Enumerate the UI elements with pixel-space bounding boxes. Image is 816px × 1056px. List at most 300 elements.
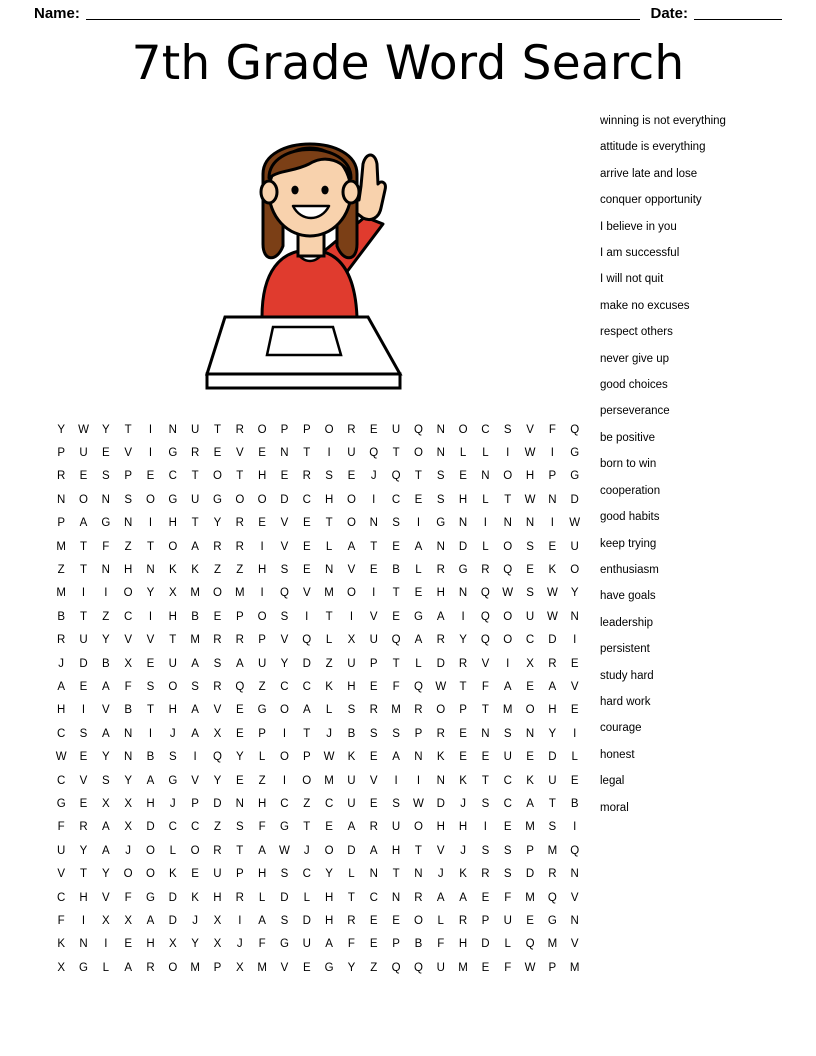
grid-letter: S — [347, 704, 356, 717]
grid-letter: O — [146, 493, 155, 506]
grid-letter: C — [525, 634, 535, 647]
grid-letter: Y — [548, 727, 557, 740]
grid-letter: D — [302, 914, 311, 927]
word-list-item: courage — [600, 722, 642, 735]
grid-letter: R — [235, 517, 244, 530]
grid-letter: U — [190, 493, 200, 506]
grid-letter: Q — [235, 680, 245, 693]
grid-letter: N — [123, 727, 133, 740]
grid-letter: N — [79, 938, 88, 951]
grid-letter: R — [436, 634, 445, 647]
grid-letter: I — [305, 610, 309, 623]
grid-letter: T — [303, 727, 311, 740]
grid-letter: A — [369, 844, 378, 857]
grid-letter: N — [168, 423, 177, 436]
grid-letter: I — [394, 774, 398, 787]
grid-letter: H — [324, 891, 334, 904]
grid-letter: K — [436, 751, 445, 764]
grid-letter: Y — [79, 844, 88, 857]
grid-letter: O — [79, 493, 88, 506]
grid-row — [50, 909, 586, 932]
grid-letter: E — [146, 657, 155, 670]
grid-letter: E — [503, 821, 512, 834]
grid-letter: T — [325, 610, 333, 623]
grid-letter: A — [101, 844, 110, 857]
grid-letter: T — [79, 564, 87, 577]
grid-letter: D — [213, 797, 222, 810]
grid-letter: T — [236, 470, 244, 483]
grid-letter: T — [504, 493, 512, 506]
grid-letter: Y — [101, 634, 110, 647]
grid-letter: W — [435, 680, 447, 693]
grid-letter: M — [324, 587, 334, 600]
grid-letter: F — [102, 540, 110, 553]
grid-letter: Q — [391, 961, 401, 974]
grid-letter: Q — [369, 447, 379, 460]
grid-letter: S — [526, 540, 534, 553]
grid-letter: B — [146, 751, 155, 764]
grid-letter: D — [168, 891, 177, 904]
grid-letter: W — [279, 844, 290, 857]
grid-letter: R — [347, 423, 356, 436]
grid-letter: H — [436, 821, 445, 834]
grid-letter: B — [57, 610, 65, 623]
grid-letter: B — [392, 564, 400, 577]
grid-letter: X — [124, 821, 132, 834]
grid-letter: K — [526, 774, 534, 787]
grid-letter: K — [459, 774, 467, 787]
grid-letter: V — [57, 868, 65, 881]
grid-letter: P — [235, 868, 244, 881]
word-list-item: perseverance — [600, 405, 670, 418]
grid-letter: O — [346, 517, 356, 530]
grid-letter: O — [324, 423, 334, 436]
grid-letter: N — [146, 564, 155, 577]
grid-letter: P — [258, 634, 266, 647]
grid-letter: N — [436, 540, 445, 553]
grid-letter: A — [191, 657, 199, 670]
grid-letter: C — [57, 774, 66, 787]
grid-letter: O — [324, 844, 334, 857]
grid-letter: F — [392, 680, 400, 693]
grid-letter: Q — [413, 961, 423, 974]
grid-letter: N — [570, 914, 579, 927]
name-date-header — [0, 0, 816, 26]
word-list-item: good habits — [600, 511, 660, 524]
grid-letter: L — [459, 447, 467, 460]
grid-letter: S — [235, 821, 244, 834]
grid-letter: G — [168, 447, 178, 460]
grid-letter: O — [146, 844, 155, 857]
grid-letter: E — [302, 517, 311, 530]
grid-row — [50, 535, 586, 558]
grid-letter: E — [369, 564, 378, 577]
grid-letter: L — [437, 914, 444, 927]
grid-letter: W — [502, 587, 514, 600]
grid-letter: O — [570, 564, 580, 577]
grid-letter: G — [547, 914, 557, 927]
grid-letter: T — [459, 680, 467, 693]
grid-letter: O — [279, 704, 289, 717]
grid-letter: E — [369, 914, 378, 927]
grid-letter: E — [79, 797, 88, 810]
grid-letter: T — [79, 610, 87, 623]
grid-letter: M — [569, 961, 580, 974]
grid-letter: I — [372, 493, 376, 506]
grid-letter: A — [414, 540, 423, 553]
grid-letter: T — [191, 517, 199, 530]
grid-letter: N — [123, 751, 133, 764]
grid-letter: J — [125, 844, 132, 857]
grid-letter: R — [213, 540, 222, 553]
grid-letter: H — [213, 891, 222, 904]
grid-letter: E — [526, 564, 534, 577]
grid-letter: R — [414, 704, 423, 717]
grid-letter: A — [101, 680, 110, 693]
grid-letter: J — [370, 470, 377, 483]
grid-letter: H — [324, 493, 334, 506]
grid-letter: O — [212, 587, 222, 600]
grid-row — [50, 582, 586, 605]
grid-letter: W — [412, 797, 424, 810]
grid-letter: E — [235, 774, 244, 787]
grid-letter: I — [483, 517, 487, 530]
grid-letter: F — [481, 680, 489, 693]
word-list-item: born to win — [600, 458, 657, 471]
grid-letter: D — [570, 493, 579, 506]
grid-letter: H — [548, 704, 557, 717]
grid-letter: E — [392, 914, 400, 927]
grid-letter: T — [303, 821, 311, 834]
word-list-item: conquer opportunity — [600, 194, 702, 207]
grid-letter: A — [57, 680, 65, 693]
grid-letter: P — [414, 727, 423, 740]
grid-row — [50, 441, 586, 464]
word-list-item: moral — [600, 801, 629, 814]
grid-letter: I — [148, 727, 153, 740]
grid-letter: I — [506, 657, 510, 670]
grid-letter: M — [547, 844, 558, 857]
grid-letter: U — [57, 844, 66, 857]
grid-letter: W — [524, 447, 536, 460]
grid-letter: A — [146, 914, 155, 927]
grid-letter: I — [148, 517, 153, 530]
grid-letter: L — [169, 844, 176, 857]
grid-letter: S — [481, 797, 490, 810]
grid-letter: P — [57, 447, 65, 460]
grid-letter: D — [481, 938, 490, 951]
grid-letter: I — [327, 447, 331, 460]
grid-letter: A — [302, 704, 311, 717]
grid-letter: A — [235, 657, 244, 670]
grid-letter: A — [124, 961, 132, 974]
grid-letter: C — [123, 610, 133, 623]
grid-letter: I — [349, 610, 354, 623]
grid-letter: E — [369, 680, 378, 693]
word-list — [600, 108, 800, 821]
grid-letter: M — [502, 704, 513, 717]
grid-letter: E — [258, 517, 266, 530]
grid-row — [50, 605, 586, 628]
grid-letter: Y — [280, 657, 289, 670]
grid-letter: S — [146, 680, 155, 693]
grid-letter: M — [190, 634, 200, 647]
grid-letter: L — [415, 657, 422, 670]
grid-letter: L — [325, 540, 333, 553]
grid-letter: S — [124, 493, 132, 506]
grid-letter: W — [546, 587, 558, 600]
grid-letter: S — [548, 821, 557, 834]
word-list-item: be positive — [600, 431, 655, 444]
grid-letter: M — [56, 587, 66, 600]
grid-letter: S — [213, 657, 222, 670]
grid-letter: E — [369, 751, 378, 764]
grid-letter: R — [79, 821, 88, 834]
grid-letter: M — [391, 704, 401, 717]
grid-letter: O — [413, 821, 423, 834]
grid-letter: Y — [57, 423, 65, 436]
grid-letter: K — [191, 891, 199, 904]
grid-letter: T — [414, 470, 422, 483]
grid-letter: M — [525, 891, 535, 904]
grid-letter: H — [257, 564, 267, 577]
grid-row — [50, 862, 586, 885]
student-raising-hand-illustration — [205, 112, 420, 397]
grid-letter: T — [392, 447, 400, 460]
page-title: 7th Grade Word Search — [131, 36, 685, 91]
grid-letter: H — [458, 493, 468, 506]
grid-letter: N — [458, 517, 468, 530]
grid-letter: B — [347, 727, 356, 740]
grid-letter: I — [148, 423, 153, 436]
grid-letter: G — [56, 797, 66, 810]
grid-letter: Z — [258, 680, 266, 693]
grid-letter: K — [548, 564, 557, 577]
grid-letter: H — [146, 797, 155, 810]
grid-letter: I — [573, 821, 577, 834]
grid-letter: N — [123, 517, 133, 530]
grid-letter: E — [258, 447, 266, 460]
grid-letter: Y — [235, 751, 244, 764]
grid-letter: A — [258, 844, 266, 857]
grid-letter: P — [124, 470, 132, 483]
grid-letter: U — [302, 938, 311, 951]
grid-letter: H — [123, 564, 133, 577]
grid-letter: Q — [413, 680, 423, 693]
grid-letter: T — [191, 470, 199, 483]
grid-letter: H — [257, 470, 267, 483]
grid-letter: P — [235, 610, 244, 623]
grid-letter: X — [124, 797, 132, 810]
grid-letter: N — [101, 493, 110, 506]
grid-letter: D — [436, 797, 445, 810]
grid-row — [50, 558, 586, 581]
grid-letter: A — [347, 540, 356, 553]
grid-letter: Q — [480, 587, 490, 600]
grid-letter: V — [570, 891, 579, 904]
word-list-item: leadership — [600, 616, 654, 629]
grid-letter: T — [392, 587, 400, 600]
grid-letter: E — [481, 751, 490, 764]
grid-letter: D — [146, 821, 155, 834]
grid-letter: C — [168, 470, 177, 483]
word-list-item: arrive late and lose — [600, 167, 698, 180]
grid-letter: J — [437, 868, 444, 881]
grid-letter: A — [79, 517, 88, 530]
grid-letter: M — [547, 938, 558, 951]
grid-letter: T — [146, 704, 154, 717]
grid-row — [50, 418, 586, 441]
grid-letter: R — [458, 914, 468, 927]
grid-letter: E — [526, 751, 534, 764]
grid-letter: W — [55, 751, 67, 764]
grid-letter: F — [504, 891, 512, 904]
grid-letter: J — [169, 727, 176, 740]
grid-letter: J — [326, 727, 332, 740]
grid-letter: I — [461, 610, 465, 623]
grid-letter: T — [236, 844, 244, 857]
grid-letter: Y — [101, 423, 110, 436]
grid-letter: D — [168, 914, 177, 927]
grid-letter: E — [146, 470, 155, 483]
grid-letter: T — [370, 540, 378, 553]
grid-letter: I — [372, 587, 376, 600]
grid-row — [50, 488, 586, 511]
grid-letter: V — [570, 938, 579, 951]
grid-row — [50, 722, 586, 745]
grid-letter: V — [79, 774, 88, 787]
grid-letter: H — [168, 704, 177, 717]
grid-letter: S — [392, 517, 400, 530]
grid-letter: B — [191, 610, 199, 623]
grid-letter: E — [526, 680, 534, 693]
grid-letter: I — [81, 587, 86, 600]
grid-letter: Q — [212, 751, 222, 764]
grid-letter: E — [79, 680, 88, 693]
grid-letter: D — [548, 751, 557, 764]
word-list-item: legal — [600, 775, 625, 788]
grid-letter: R — [414, 891, 423, 904]
grid-letter: W — [524, 493, 536, 506]
grid-letter: V — [280, 634, 289, 647]
grid-letter: R — [235, 891, 244, 904]
grid-letter: N — [101, 564, 110, 577]
grid-letter: D — [525, 868, 535, 881]
grid-letter: A — [325, 938, 333, 951]
grid-letter: E — [191, 868, 199, 881]
grid-letter: E — [302, 540, 311, 553]
grid-letter: S — [481, 844, 490, 857]
grid-letter: S — [325, 470, 333, 483]
grid-letter: G — [168, 774, 178, 787]
grid-letter: Q — [480, 610, 490, 623]
grid-letter: U — [369, 634, 378, 647]
grid-letter: R — [548, 657, 557, 670]
grid-letter: Q — [391, 634, 401, 647]
grid-letter: S — [392, 727, 400, 740]
grid-letter: N — [280, 447, 289, 460]
grid-letter: C — [481, 423, 490, 436]
grid-letter: D — [280, 891, 289, 904]
grid-letter: G — [146, 891, 155, 904]
grid-letter: E — [101, 447, 110, 460]
grid-letter: R — [190, 447, 200, 460]
grid-letter: D — [280, 493, 289, 506]
grid-letter: X — [168, 938, 177, 951]
grid-letter: V — [124, 634, 132, 647]
grid-row — [50, 512, 586, 535]
grid-letter: C — [302, 680, 311, 693]
grid-letter: S — [280, 610, 289, 623]
grid-letter: D — [458, 540, 468, 553]
grid-letter: L — [348, 868, 355, 881]
grid-letter: A — [436, 891, 445, 904]
grid-letter: T — [548, 797, 556, 810]
grid-letter: W — [569, 517, 581, 530]
word-list-item: I believe in you — [600, 220, 677, 233]
grid-letter: I — [282, 774, 287, 787]
grid-letter: E — [414, 493, 423, 506]
grid-letter: U — [391, 821, 401, 834]
grid-letter: U — [347, 447, 356, 460]
grid-letter: J — [303, 844, 310, 857]
grid-letter: Y — [191, 938, 199, 951]
grid-letter: U — [503, 751, 512, 764]
grid-letter: R — [235, 634, 244, 647]
grid-letter: M — [324, 774, 334, 787]
grid-letter: W — [78, 423, 89, 436]
grid-letter: B — [101, 657, 110, 670]
grid-letter: Z — [213, 564, 221, 577]
grid-letter: Q — [480, 634, 490, 647]
grid-letter: A — [146, 774, 155, 787]
grid-letter: T — [325, 517, 333, 530]
grid-letter: E — [459, 727, 467, 740]
grid-letter: U — [347, 657, 356, 670]
grid-letter: E — [302, 961, 311, 974]
grid-letter: M — [458, 961, 468, 974]
grid-letter: Y — [570, 587, 579, 600]
grid-letter: E — [526, 914, 534, 927]
grid-letter: N — [570, 610, 579, 623]
grid-letter: E — [459, 751, 467, 764]
grid-letter: N — [525, 727, 535, 740]
grid-letter: H — [391, 844, 401, 857]
grid-letter: T — [481, 774, 489, 787]
grid-letter: P — [302, 423, 311, 436]
grid-letter: C — [190, 821, 200, 834]
grid-letter: R — [481, 564, 490, 577]
grid-letter: N — [548, 493, 557, 506]
grid-letter: H — [257, 797, 267, 810]
grid-letter: H — [324, 914, 334, 927]
grid-letter: O — [235, 493, 245, 506]
grid-letter: R — [302, 470, 311, 483]
grid-letter: L — [325, 634, 333, 647]
grid-letter: O — [279, 751, 289, 764]
word-list-item: persistent — [600, 643, 650, 656]
grid-letter: P — [459, 704, 467, 717]
grid-letter: U — [168, 657, 177, 670]
grid-letter: O — [212, 470, 222, 483]
grid-letter: Q — [413, 423, 423, 436]
grid-letter: G — [570, 470, 580, 483]
grid-letter: E — [369, 797, 378, 810]
grid-letter: N — [570, 868, 579, 881]
grid-letter: S — [280, 868, 289, 881]
grid-letter: A — [101, 821, 110, 834]
grid-letter: E — [369, 938, 378, 951]
